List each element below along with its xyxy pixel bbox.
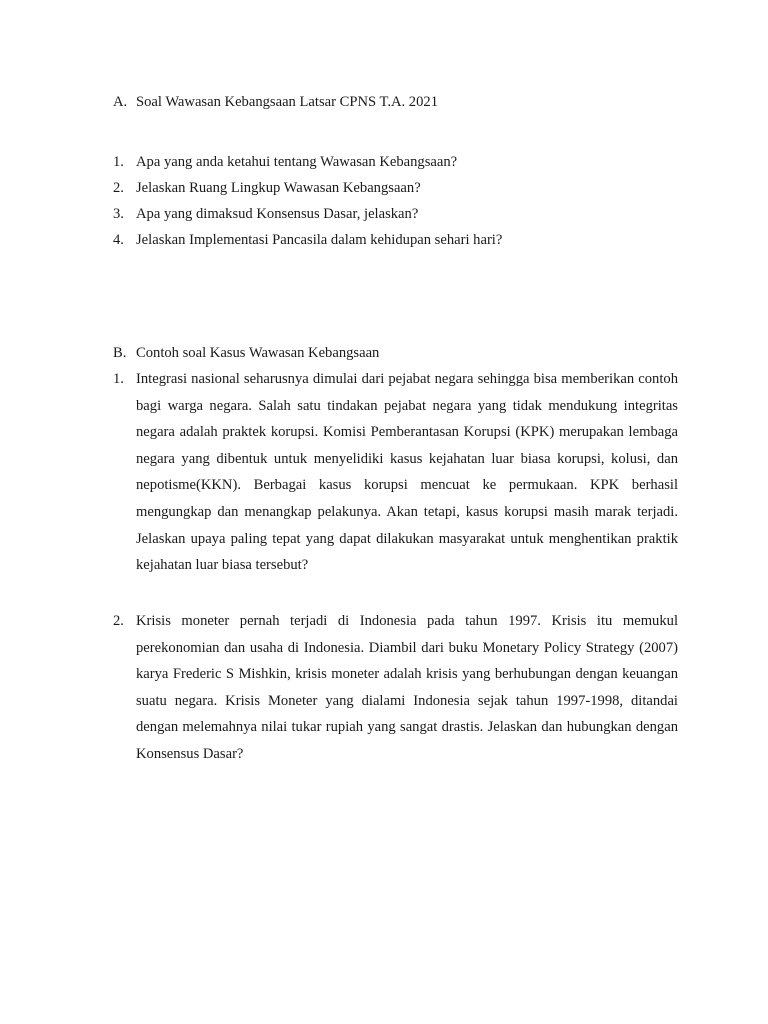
question-text: Jelaskan Implementasi Pancasila dalam kehidupan sehari hari? bbox=[136, 232, 503, 248]
question-text: Apa yang dimaksud Konsensus Dasar, jelaskan? bbox=[136, 206, 419, 222]
case-text: Krisis moneter pernah terjadi di Indonesia pada tahun 1997. Krisis itu memukul perekonomian dan usaha di Indonesia. Diambil dari buku Monetary Policy Strategy (2007) karya Frederic S Mishkin, krisis moneter adalah krisis yang berhubungan dengan keuangan suatu negara. Krisis Moneter yang dialami Indonesia sejak tahun 1997-1998, ditandai dengan melemahnya nilai tukar rupiah yang sangat drastis. Jelaskan dan hubungkan dengan Konsensus Dasar? bbox=[136, 613, 678, 762]
section-a-marker: A. bbox=[113, 94, 128, 110]
question-text: Jelaskan Ruang Lingkup Wawasan Kebangsaan? bbox=[136, 180, 421, 196]
question-text: Apa yang anda ketahui tentang Wawasan Kebangsaan? bbox=[136, 154, 458, 170]
question-number: 2. bbox=[113, 180, 124, 196]
section-a-title: Soal Wawasan Kebangsaan Latsar CPNS T.A. 2021 bbox=[136, 94, 438, 110]
case-text: Integrasi nasional seharusnya dimulai dari pejabat negara sehingga bisa memberikan contoh bagi warga negara. Salah satu tindakan pejabat negara yang tidak mendukung integritas negara adalah praktek korupsi. Komisi Pemberantasan Korupsi (KPK) merupakan lembaga negara yang dibentuk untuk menyelidiki kasus kejahatan luar biasa korupsi, kolusi, dan nepotisme(KKN). Berbagai kasus korupsi mencuat ke permukaan. KPK berhasil mengungkap dan menangkap pelakunya. Akan tetapi, kasus korupsi masih marak terjadi. Jelaskan upaya paling tepat yang dapat dilakukan masyarakat untuk menghentikan praktik kejahatan luar biasa tersebut? bbox=[136, 371, 678, 574]
case-number: 2. bbox=[113, 613, 124, 629]
section-b-marker: B. bbox=[113, 345, 127, 361]
question-number: 3. bbox=[113, 206, 124, 222]
question-number: 1. bbox=[113, 154, 124, 170]
question-number: 4. bbox=[113, 232, 124, 248]
case-number: 1. bbox=[113, 371, 124, 387]
section-b-title: Contoh soal Kasus Wawasan Kebangsaan bbox=[136, 345, 380, 361]
